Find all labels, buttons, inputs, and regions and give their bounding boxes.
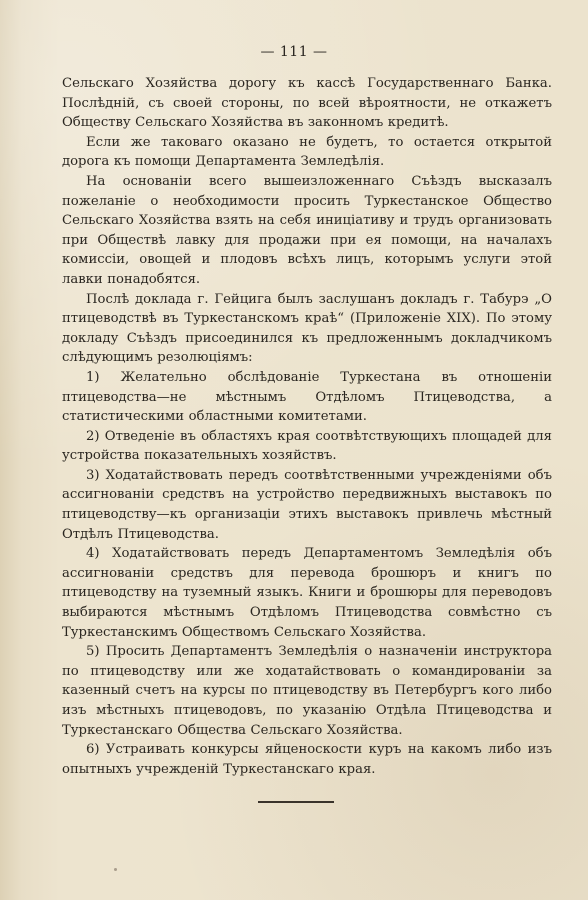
paragraph-congress-wish: На основаніи всего вышеизложеннаго Съѣздъ высказалъ пожеланіе о необходимости просить Туркестанское Общество Сельскаго Хозяйства взять на себя иниціативу и трудъ организовать при Обществѣ лавку для продажи при ея помощи, на началахъ комиссіи, овощей и плодовъ всѣхъ лицъ, которымъ услуги этой лавки понадобятся. [62,173,552,287]
paragraph-poultry-report: Послѣ доклада г. Гейцига былъ заслушанъ докладъ г. Табурэ „О птицеводствѣ въ Туркестанскомъ краѣ“ (Приложеніе XIX). По этому докладу Съѣздъ присоединился къ предложеннымъ докладчикомъ слѣдующимъ резолюціямъ: [62,291,552,366]
text-block [62,74,552,779]
resolution-4: 4) Ходатайствовать передъ Департаментомъ Земледѣлія объ ассигнованіи средствъ для перевода брошюръ и книгъ по птицеводству на туземный языкъ. Книги и брошюры для переводовъ выбираются мѣстнымъ Отдѣломъ Птицеводства совмѣстно съ Туркестанскимъ Обществомъ Сельскаго Хозяйства. [62,546,552,640]
page-number: — 111 — [260,44,328,60]
paragraph-continuation: Сельскаго Хозяйства дорогу къ кассѣ Государственнаго Банка. Послѣдній, съ своей стороны, по всей вѣроятности, не откажетъ Обществу Сельскаго Хозяйства въ законномъ кредитѣ. [62,76,552,131]
paper-speck [114,868,117,871]
resolution-1: 1) Желательно обслѣдованіе Туркестана въ отношеніи птицеводства—не мѣстнымъ Отдѣломъ Птицеводства, а статистическими областными комитетами. [62,369,552,425]
paragraph-department-help: Если же таковаго оказано не будетъ, то остается открытой дорога къ помощи Департамента Земледѣлія. [62,134,552,170]
resolution-5: 5) Просить Департаментъ Земледѣлія о назначеніи инструктора по птицеводству или же ходатайствовать о командированіи за казенный счетъ на курсы по птицеводству въ Петербургъ кого либо изъ мѣстныхъ птицеводовъ, по указанію Отдѣла Птицеводства и Туркестанскаго Общества Сельскаго Хозяйства. [62,644,552,738]
resolution-2: 2) Отведеніе въ областяхъ края соотвѣтствующихъ площадей для устройства показательныхъ хозяйствъ. [62,428,552,464]
section-end-rule [258,801,334,803]
resolution-3: 3) Ходатайствовать передъ соотвѣтственными учрежденіями объ ассигнованіи средствъ на устройство передвижныхъ выставокъ по птицеводству—къ организаціи этихъ выставокъ привлечь мѣстный Отдѣлъ Птицеводства. [62,467,552,542]
resolution-6: 6) Устраивать конкурсы яйценоскости куръ на какомъ либо изъ опытныхъ учрежденій Туркестанскаго края. [62,742,552,777]
